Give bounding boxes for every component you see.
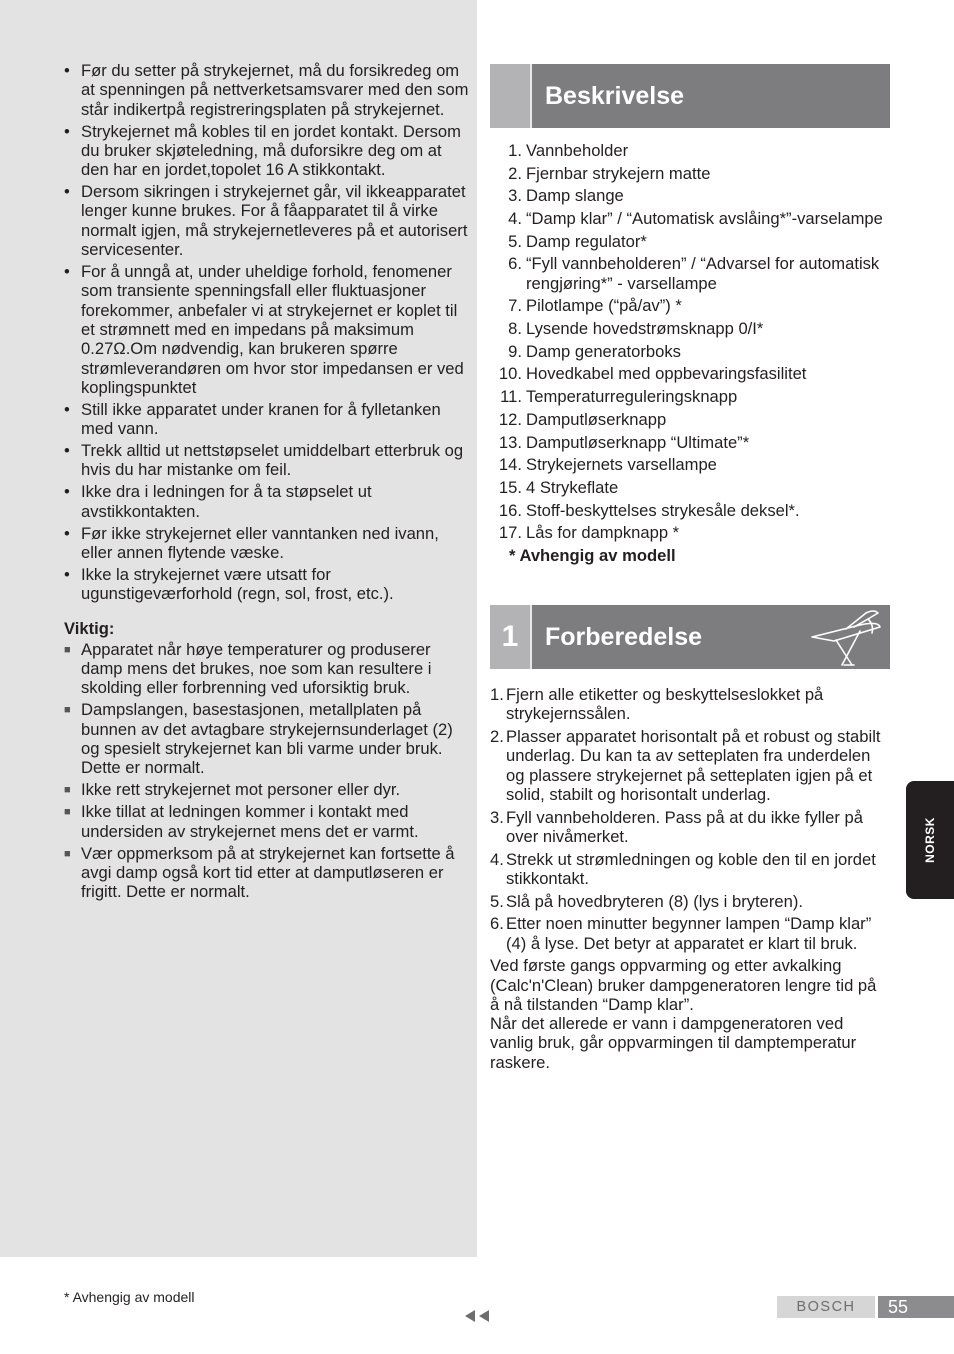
step-item — [490, 685, 890, 724]
list-item — [64, 640, 470, 698]
part-name: “Damp klar” / “Automatisk avslåing*”-varselampe — [526, 209, 883, 229]
list-item — [64, 61, 470, 119]
part-number: 6. — [508, 254, 522, 274]
part-item — [490, 387, 890, 406]
part-name: Damp generatorboks — [526, 341, 681, 361]
page-number: 55 — [878, 1296, 954, 1318]
list-item — [64, 844, 470, 902]
step-text: Fyll vannbeholderen. Pass på at du ikke fyller på over nivåmerket. — [506, 807, 863, 846]
square-bullet-icon: ■ — [64, 704, 71, 717]
list-item — [64, 802, 470, 841]
beskrivelse-header — [490, 64, 890, 128]
step-note: Ved første gangs oppvarming og etter avkalking (Calc'n'Clean) bruker dampgeneratoren lengre tid på å nå tilstanden “Damp klar”. — [490, 956, 877, 1014]
model-note: * Avhengig av modell — [509, 545, 676, 565]
section-number: 1 — [490, 605, 530, 669]
step-notes — [490, 956, 890, 1072]
forberedelse-section — [490, 685, 890, 1072]
part-number: 13. — [498, 432, 522, 452]
part-item — [490, 186, 890, 205]
part-name: “Fyll vannbeholderen” / “Advarsel for automatisk rengjøring*” - varsellampe — [526, 254, 880, 293]
part-number: 2. — [508, 163, 522, 183]
list-item-text: Før du setter på strykejernet, må du forsikredeg om at spenningen på nettverketsamsvarer med den som står indikertpå registreringsplaten på strykejernet. — [81, 61, 469, 119]
language-tab — [906, 781, 954, 899]
part-number: 9. — [508, 341, 522, 361]
part-number: 12. — [498, 409, 522, 429]
step-text: Slå på hovedbryteren (8) (lys i bryteren). — [506, 891, 803, 911]
part-name: Lås for dampknapp * — [526, 523, 680, 543]
ironing-board-icon — [808, 607, 884, 669]
list-item — [64, 262, 470, 397]
list-item-text: Trekk alltid ut nettstøpselet umiddelbart etterbruk og hvis du har mistanke om feil. — [81, 441, 464, 480]
bullet-icon: • — [64, 564, 70, 584]
step-item — [490, 727, 890, 804]
bullet-icon: • — [64, 482, 70, 502]
viktig-heading: Viktig: — [64, 618, 115, 638]
list-item — [64, 182, 470, 259]
square-bullet-icon: ■ — [64, 784, 71, 797]
back-arrows-icon — [463, 1308, 493, 1324]
list-item — [64, 524, 470, 563]
brand-label: BOSCH — [777, 1296, 875, 1318]
list-item — [64, 780, 470, 799]
step-number: 2. — [490, 726, 504, 746]
part-item — [490, 319, 890, 338]
list-item-text: Ikke dra i ledningen for å ta støpselet ut avstikkontakten. — [81, 482, 372, 521]
bullet-icon: • — [64, 182, 70, 202]
square-bullet-icon: ■ — [64, 847, 71, 860]
list-item-text: Strykejernet må kobles til en jordet kontakt. Dersom du bruker skjøteledning, må duforsikre deg om at den har en jordet,topolet 16 A stikkontakt. — [81, 121, 461, 180]
step-text: Fjern alle etiketter og beskyttelseslokket på strykejernssålen. — [506, 685, 824, 724]
part-name: Damp regulator* — [526, 231, 647, 251]
list-item — [64, 565, 470, 604]
part-number: 14. — [498, 455, 522, 475]
list-item-text: Still ikke apparatet under kranen for å fylletanken med vann. — [81, 399, 441, 439]
list-item — [64, 441, 470, 480]
list-item — [64, 700, 470, 777]
step-text: Strekk ut strømledningen og koble den til en jordet stikkontakt. — [506, 849, 876, 888]
square-bullet-icon: ■ — [64, 806, 71, 819]
list-item-text: For å unngå at, under uheldige forhold, fenomener som transiente spenningsfall eller fluktuasjoner forekommer, anbefaler vi at strykejernet er koplet til et strømnett med en impedans på maksimum 0.27Ω.Om nødvendig, kan brukeren spørre strømleverandøren om hvor stor impedansen er ved koplingspunktet — [81, 262, 464, 397]
part-item — [490, 501, 890, 520]
part-item — [490, 455, 890, 474]
language-label: NORSK — [923, 817, 937, 863]
footnote: * Avhengig av modell — [64, 1289, 195, 1305]
step-number: 4. — [490, 849, 504, 869]
beskrivelse-title: Beskrivelse — [532, 64, 890, 128]
part-name: Lysende hovedstrømsknapp 0/I* — [526, 319, 764, 339]
step-item — [490, 808, 890, 847]
list-item-text: Ikke rett strykejernet mot personer eller dyr. — [81, 780, 401, 800]
part-item — [490, 209, 890, 228]
part-item — [490, 164, 890, 183]
part-item — [490, 433, 890, 452]
part-number: 17. — [498, 523, 522, 543]
part-item — [490, 254, 890, 293]
part-item — [490, 364, 890, 383]
beskrivelse-section — [490, 141, 890, 565]
viktig-list — [64, 640, 470, 902]
list-item-text: Ikke tillat at ledningen kommer i kontakt med undersiden av strykejernet mens det er varmt. — [81, 802, 419, 841]
step-item — [490, 892, 890, 911]
header-marker — [490, 64, 530, 128]
forberedelse-title: Forberedelse — [545, 622, 703, 651]
part-number: 15. — [498, 477, 522, 497]
part-number: 8. — [508, 319, 522, 339]
part-name: 4 Strykeflate — [526, 477, 619, 497]
part-item — [490, 141, 890, 160]
bullet-icon: • — [64, 262, 70, 282]
step-number: 6. — [490, 914, 504, 934]
safety-column — [64, 61, 470, 904]
bullet-icon: • — [64, 121, 70, 141]
step-number: 3. — [490, 807, 504, 827]
part-item — [490, 523, 890, 542]
list-item-text: Dampslangen, basestasjonen, metallplaten på bunnen av det avtagbare strykejernsunderlaget (2) og spesielt strykejernet kan bli varme under bruk. Dette er normalt. — [81, 700, 453, 778]
bullet-icon: • — [64, 523, 70, 543]
list-item — [64, 482, 470, 521]
part-number: 5. — [508, 231, 522, 251]
part-item — [490, 296, 890, 315]
bullet-icon: • — [64, 441, 70, 461]
list-item-text: Apparatet når høye temperaturer og produserer damp mens det brukes, noe som kan resultere i skolding eller forbrenning ved uforsiktig bruk. — [81, 639, 432, 698]
steps-list — [490, 685, 890, 953]
part-number: 10. — [498, 364, 522, 384]
part-name: Temperaturreguleringsknapp — [526, 387, 738, 407]
step-number: 5. — [490, 891, 504, 911]
bullet-icon: • — [64, 399, 70, 419]
part-name: Stoff-beskyttelses strykesåle deksel*. — [526, 500, 800, 520]
step-item — [490, 850, 890, 889]
list-item-text: Vær oppmerksom på at strykejernet kan fortsette å avgi damp også kort tid etter at damputløseren er frigitt. Dette er normalt. — [81, 843, 455, 902]
part-number: 11. — [500, 387, 522, 407]
step-text: Etter noen minutter begynner lampen “Damp klar” (4) å lyse. Det betyr at apparatet er klart til bruk. — [506, 914, 872, 953]
part-name: Hovedkabel med oppbevaringsfasilitet — [526, 364, 807, 384]
part-name: Pilotlampe (“på/av”) * — [526, 296, 682, 316]
safety-list — [64, 61, 470, 604]
step-text: Plasser apparatet horisontalt på et robust og stabilt underlag. Du kan ta av setteplaten fra underdelen og plassere strykejernet på setteplaten igjen på et solid, stabilt og horisontalt underlag. — [506, 726, 881, 804]
list-item-text: Ikke la strykejernet være utsatt for ugunstigeværforhold (regn, sol, frost, etc.). — [81, 564, 394, 604]
part-name: Damputløserknapp “Ultimate”* — [526, 432, 750, 452]
part-number: 4. — [508, 209, 522, 229]
part-number: 3. — [508, 186, 522, 206]
parts-list — [490, 141, 890, 543]
step-item — [490, 914, 890, 953]
part-number: 1. — [508, 141, 522, 160]
part-item — [490, 342, 890, 361]
step-number: 1. — [490, 685, 504, 704]
part-name: Fjernbar strykejern matte — [526, 163, 711, 183]
part-name: Strykejernets varsellampe — [526, 455, 717, 475]
bullet-icon: • — [64, 61, 70, 80]
list-item — [64, 122, 470, 180]
step-note: Når det allerede er vann i dampgeneratoren ved vanlig bruk, går oppvarmingen til damptemperatur raskere. — [490, 1014, 857, 1072]
part-name: Damp slange — [526, 186, 624, 206]
list-item-text: Før ikke strykejernet eller vanntanken ned ivann, eller annen flytende væske. — [81, 523, 439, 562]
square-bullet-icon: ■ — [64, 643, 71, 656]
part-number: 7. — [508, 296, 522, 316]
part-item — [490, 478, 890, 497]
part-name: Vannbeholder — [526, 141, 629, 160]
part-item — [490, 232, 890, 251]
forberedelse-header — [490, 605, 890, 669]
list-item — [64, 400, 470, 439]
part-name: Damputløserknapp — [526, 409, 667, 429]
part-item — [490, 410, 890, 429]
part-number: 16. — [498, 500, 522, 520]
list-item-text: Dersom sikringen i strykejernet går, vil ikkeapparatet lenger kunne brukes. For å fåapparatet til å virke normalt igjen, må strykejernetleveres på et autorisert servicesenter. — [81, 182, 468, 260]
